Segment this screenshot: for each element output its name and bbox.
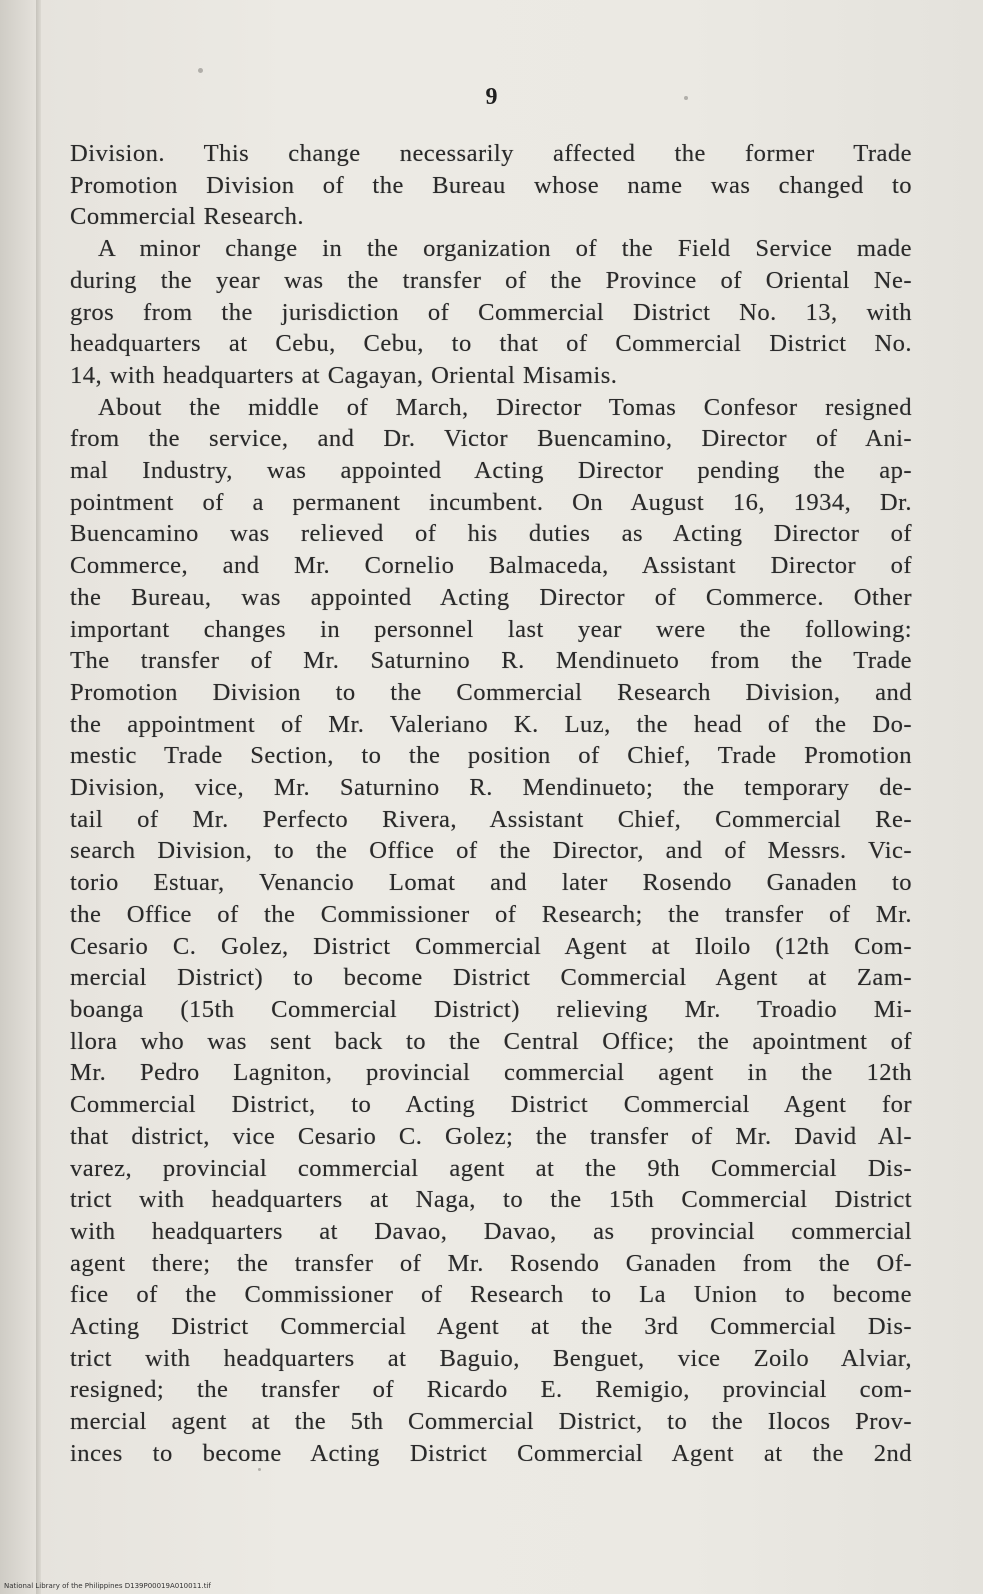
text-line: A minor change in the organization of the Field Service made	[98, 235, 912, 263]
paragraph	[70, 392, 912, 1470]
text-line: 14, with headquarters at Cagayan, Oriental Misamis.	[70, 361, 618, 389]
text-line: important changes in personnel last year were the following:	[70, 615, 912, 643]
text-line: Division, vice, Mr. Saturnino R. Mendinueto; the temporary de-	[70, 774, 912, 802]
text-line: trict with headquarters at Naga, to the 15th Commercial District	[70, 1186, 912, 1214]
text-line: mal Industry, was appointed Acting Director pending the ap-	[70, 457, 912, 485]
paragraph	[70, 138, 912, 233]
text-line: Commercial District, to Acting District Commercial Agent for	[70, 1091, 912, 1119]
text-line: The transfer of Mr. Saturnino R. Mendinueto from the Trade	[70, 647, 912, 675]
text-line: Mr. Pedro Lagniton, provincial commercial agent in the 12th	[70, 1059, 912, 1087]
text-line: during the year was the transfer of the Province of Oriental Ne-	[70, 266, 912, 294]
text-line: Commercial Research.	[70, 203, 304, 231]
text-line: Promotion Division to the Commercial Research Division, and	[70, 678, 912, 706]
text-line: mestic Trade Section, to the position of Chief, Trade Promotion	[70, 742, 912, 770]
text-line: tail of Mr. Perfecto Rivera, Assistant Chief, Commercial Re-	[70, 805, 912, 833]
text-line: About the middle of March, Director Tomas Confesor resigned	[98, 393, 912, 421]
text-line: Commerce, and Mr. Cornelio Balmaceda, Assistant Director of	[70, 552, 912, 580]
paragraph	[70, 233, 912, 392]
text-line: fice of the Commissioner of Research to La Union to become	[70, 1281, 912, 1309]
page-binding-edge	[36, 0, 41, 1594]
text-line: resigned; the transfer of Ricardo E. Remigio, provincial com-	[70, 1376, 912, 1404]
text-line: the Bureau, was appointed Acting Director of Commerce. Other	[70, 583, 912, 611]
text-line: gros from the jurisdiction of Commercial District No. 13, with	[70, 298, 912, 326]
text-line: from the service, and Dr. Victor Buencamino, Director of Ani-	[70, 425, 912, 453]
text-line: headquarters at Cebu, Cebu, to that of Commercial District No.	[70, 330, 912, 358]
text-line: agent there; the transfer of Mr. Rosendo Ganaden from the Of-	[70, 1249, 912, 1277]
text-line: Cesario C. Golez, District Commercial Agent at Iloilo (12th Com-	[70, 932, 912, 960]
text-line: with headquarters at Davao, Davao, as provincial commercial	[70, 1217, 912, 1245]
text-line: mercial District) to become District Commercial Agent at Zam-	[70, 964, 912, 992]
text-line: trict with headquarters at Baguio, Benguet, vice Zoilo Alviar,	[70, 1344, 912, 1372]
text-line: Division. This change necessarily affected the former Trade	[70, 140, 912, 167]
scan-speck	[198, 68, 203, 73]
text-line: mercial agent at the 5th Commercial District, to the Ilocos Prov-	[70, 1408, 912, 1436]
text-line: Promotion Division of the Bureau whose name was changed to	[70, 171, 912, 199]
text-line: the appointment of Mr. Valeriano K. Luz, the head of the Do-	[70, 710, 912, 738]
text-line: that district, vice Cesario C. Golez; the transfer of Mr. David Al-	[70, 1122, 912, 1150]
text-line: Acting District Commercial Agent at the 3rd Commercial Dis-	[70, 1313, 912, 1341]
page-number: 9	[485, 84, 498, 110]
text-line: Buencamino was relieved of his duties as Acting Director of	[70, 520, 912, 548]
text-line: inces to become Acting District Commercial Agent at the 2nd	[70, 1439, 912, 1467]
text-line: the Office of the Commissioner of Research; the transfer of Mr.	[70, 900, 912, 928]
text-line: boanga (15th Commercial District) relieving Mr. Troadio Mi-	[70, 995, 912, 1023]
body-text	[70, 138, 912, 1470]
text-line: pointment of a permanent incumbent. On August 16, 1934, Dr.	[70, 488, 912, 516]
text-line: llora who was sent back to the Central Office; the apointment of	[70, 1027, 912, 1055]
text-line: varez, provincial commercial agent at the 9th Commercial Dis-	[70, 1154, 912, 1182]
scan-footer: National Library of the Philippines D139P00019A010011.tif	[4, 1582, 211, 1590]
text-line: search Division, to the Office of the Director, and of Messrs. Vic-	[70, 837, 912, 865]
text-line: torio Estuar, Venancio Lomat and later Rosendo Ganaden to	[70, 869, 912, 897]
